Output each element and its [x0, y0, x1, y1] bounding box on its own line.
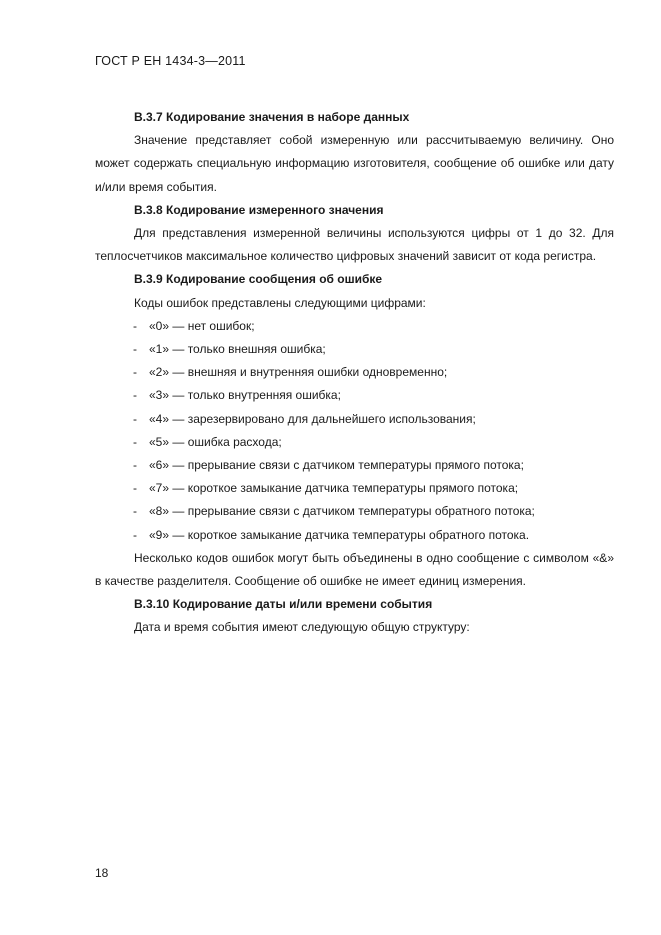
list-item: - «4» — зарезервировано для дальнейшего использования;: [133, 411, 476, 426]
error-codes-list: [95, 315, 614, 547]
error-codes-intro: Коды ошибок представлены следующими цифрами:: [134, 295, 426, 310]
section-text-b38: Для представления измеренной величины используются цифры от 1 до 32. Для теплосчетчиков максимальное количество цифровых значений зависит от кода регистра.: [95, 226, 614, 264]
list-item: - «7» — короткое замыкание датчика температуры прямого потока;: [133, 481, 519, 496]
section-heading-b38: B.3.8 Кодирование измеренного значения: [134, 202, 384, 217]
list-item: - «2» — внешняя и внутренняя ошибки одновременно;: [133, 365, 448, 380]
page-header: ГОСТ Р ЕН 1434-3—2011: [95, 54, 246, 68]
list-item: - «6» — прерывание связи с датчиком температуры прямого потока;: [133, 458, 524, 473]
list-item: - «1» — только внешняя ошибка;: [133, 342, 326, 357]
list-item: - «5» — ошибка расхода;: [133, 434, 282, 449]
list-item: - «8» — прерывание связи с датчиком температуры обратного потока;: [133, 504, 535, 519]
document-body: [95, 106, 614, 640]
list-item: - «3» — только внутренняя ошибка;: [133, 388, 341, 403]
list-item: - «9» — короткое замыкание датчика температуры обратного потока.: [133, 527, 530, 542]
list-item: - «0» — нет ошибок;: [133, 318, 255, 333]
section-text-b37: Значение представляет собой измеренную или рассчитываемую величину. Оно может содержать специальную информацию изготовителя, сообщение об ошибке или дату и/или время события.: [95, 133, 614, 194]
error-codes-outro: Несколько кодов ошибок могут быть объединены в одно сообщение с символом «&» в качестве разделителя. Сообщение об ошибке не имеет единиц измерения.: [95, 550, 614, 589]
page-number: 18: [95, 866, 109, 880]
section-heading-b37: B.3.7 Кодирование значения в наборе данных: [134, 110, 410, 124]
section-heading-b39: B.3.9 Кодирование сообщения об ошибке: [134, 272, 383, 287]
section-heading-b310: B.3.10 Кодирование даты и/или времени события: [134, 597, 433, 612]
section-text-b310: Дата и время события имеют следующую общую структуру:: [134, 620, 470, 635]
